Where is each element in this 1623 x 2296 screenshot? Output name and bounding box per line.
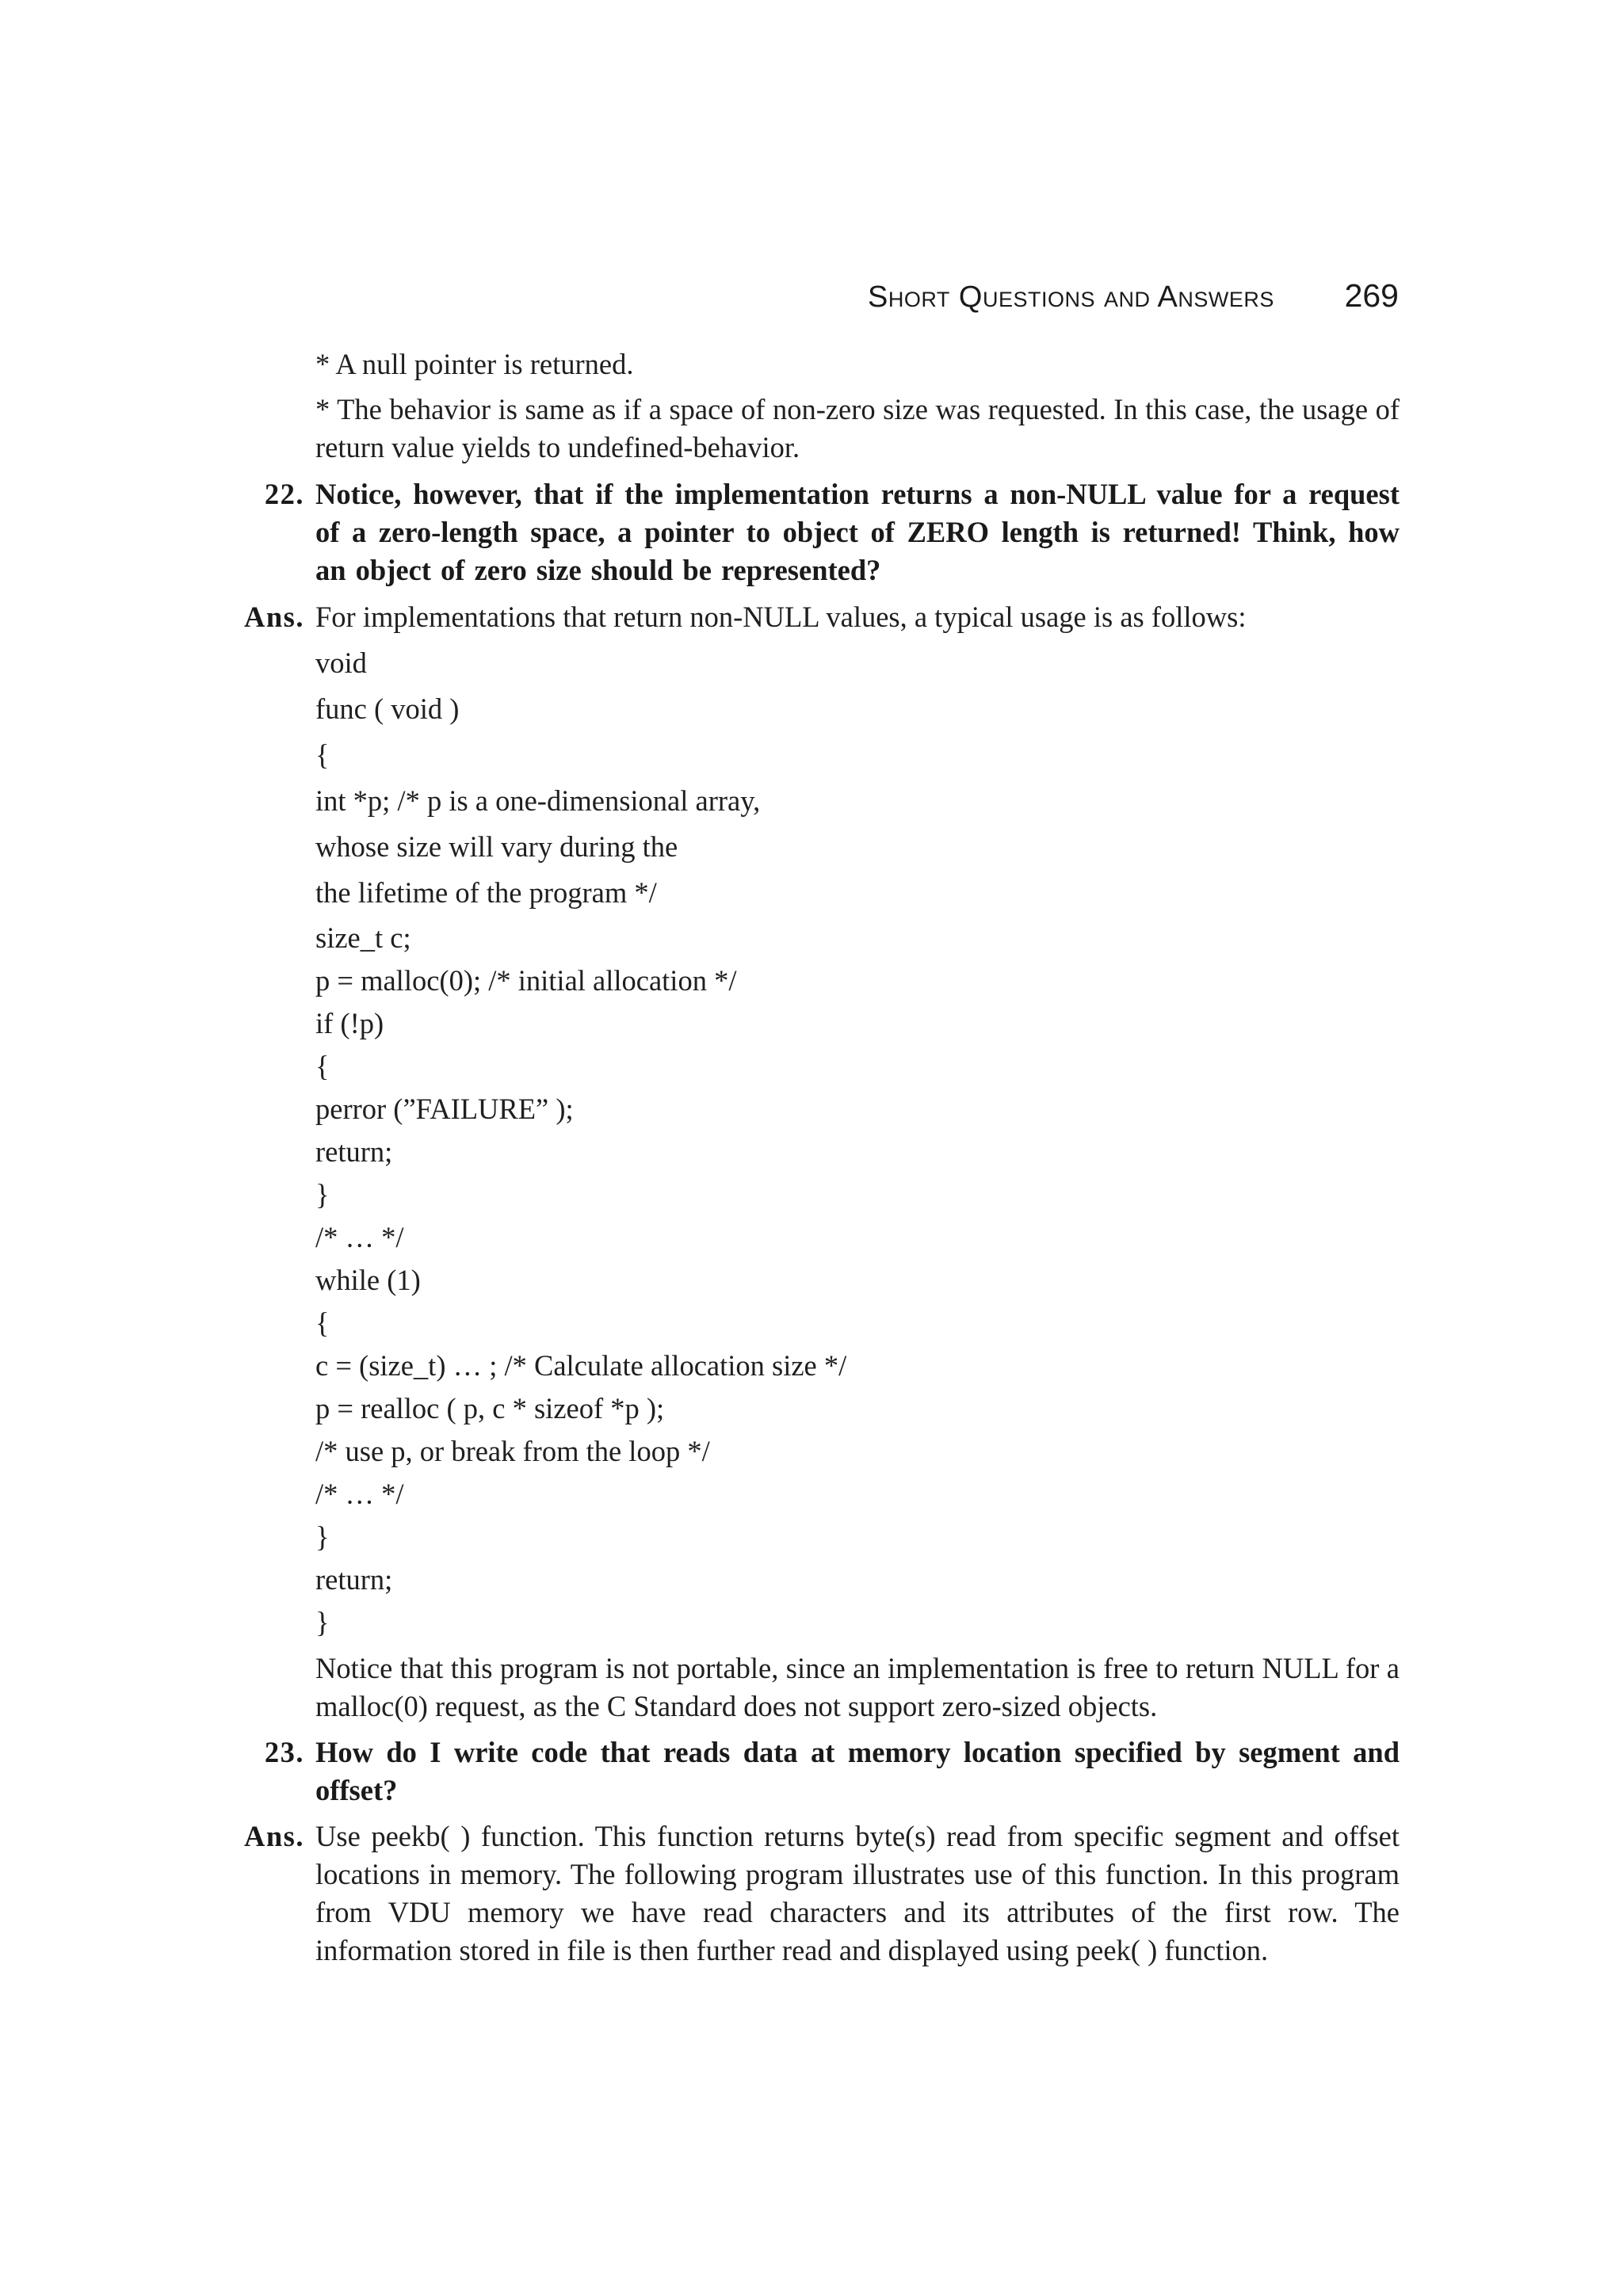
code-line: return; (315, 1563, 393, 1596)
portability-note: Notice that this program is not portable, since an implementation is free to return NULL for a malloc(0) request, as the C Standard does not support zero-sized objects. (315, 1652, 1400, 1722)
code-line: return; (315, 1135, 393, 1168)
code-line: { (315, 1050, 330, 1082)
code-line: } (315, 1606, 330, 1638)
code-line: /* use p, or break from the loop */ (315, 1435, 710, 1467)
running-header (868, 277, 1399, 317)
running-title: Short Questions and Answers (868, 280, 1274, 314)
answer-label-22: Ans. (244, 601, 304, 633)
question-23-text: How do I write code that reads data at memory location specified by segment and offset? (315, 1736, 1400, 1806)
code-line: /* … */ (315, 1221, 404, 1253)
code-line: int *p; /* p is a one-dimensional array, (315, 784, 761, 817)
code-line: } (315, 1520, 330, 1553)
answer-label-23: Ans. (244, 1820, 304, 1852)
code-line: while (1) (315, 1264, 421, 1296)
code-line: whose size will vary during the (315, 830, 678, 863)
code-line: func ( void ) (315, 692, 460, 725)
code-line: if (!p) (315, 1007, 384, 1039)
question-22-text: Notice, however, that if the implementation returns a non-NULL value for a request of a zero-length space, a pointer to object of ZERO length is returned! Think, how an object of zero size should be represented? (315, 478, 1400, 586)
code-line: perror (”FAILURE” ); (315, 1093, 574, 1125)
code-line: size_t c; (315, 921, 411, 954)
code-line: p = malloc(0); /* initial allocation */ (315, 964, 737, 997)
code-line: } (315, 1178, 330, 1211)
answer-22-text: For implementations that return non-NULL values, a typical usage is as follows: (315, 601, 1247, 633)
code-line: { (315, 738, 330, 771)
code-line: { (315, 1306, 330, 1339)
bullet-behavior: * The behavior is same as if a space of non-zero size was requested. In this case, the usage of return value yields to undefined-behavior. (315, 393, 1400, 463)
code-line: the lifetime of the program */ (315, 876, 657, 909)
page-number: 269 (1344, 277, 1399, 314)
answer-23-text: Use peekb( ) function. This function returns byte(s) read from specific segment and offset locations in memory. The following program illustrates use of this function. In this program from VDU memory we have read characters and its attributes of the first row. The information stored in file is then further read and displayed using peek( ) function. (315, 1820, 1400, 1966)
code-line: c = (size_t) … ; /* Calculate allocation size */ (315, 1349, 847, 1382)
code-line: /* … */ (315, 1478, 404, 1510)
code-line: p = realloc ( p, c * sizeof *p ); (315, 1392, 665, 1425)
code-line: void (315, 646, 367, 679)
question-number-22: 22. (264, 478, 304, 510)
bullet-null-pointer: * A null pointer is returned. (315, 348, 634, 380)
question-number-23: 23. (264, 1736, 304, 1768)
